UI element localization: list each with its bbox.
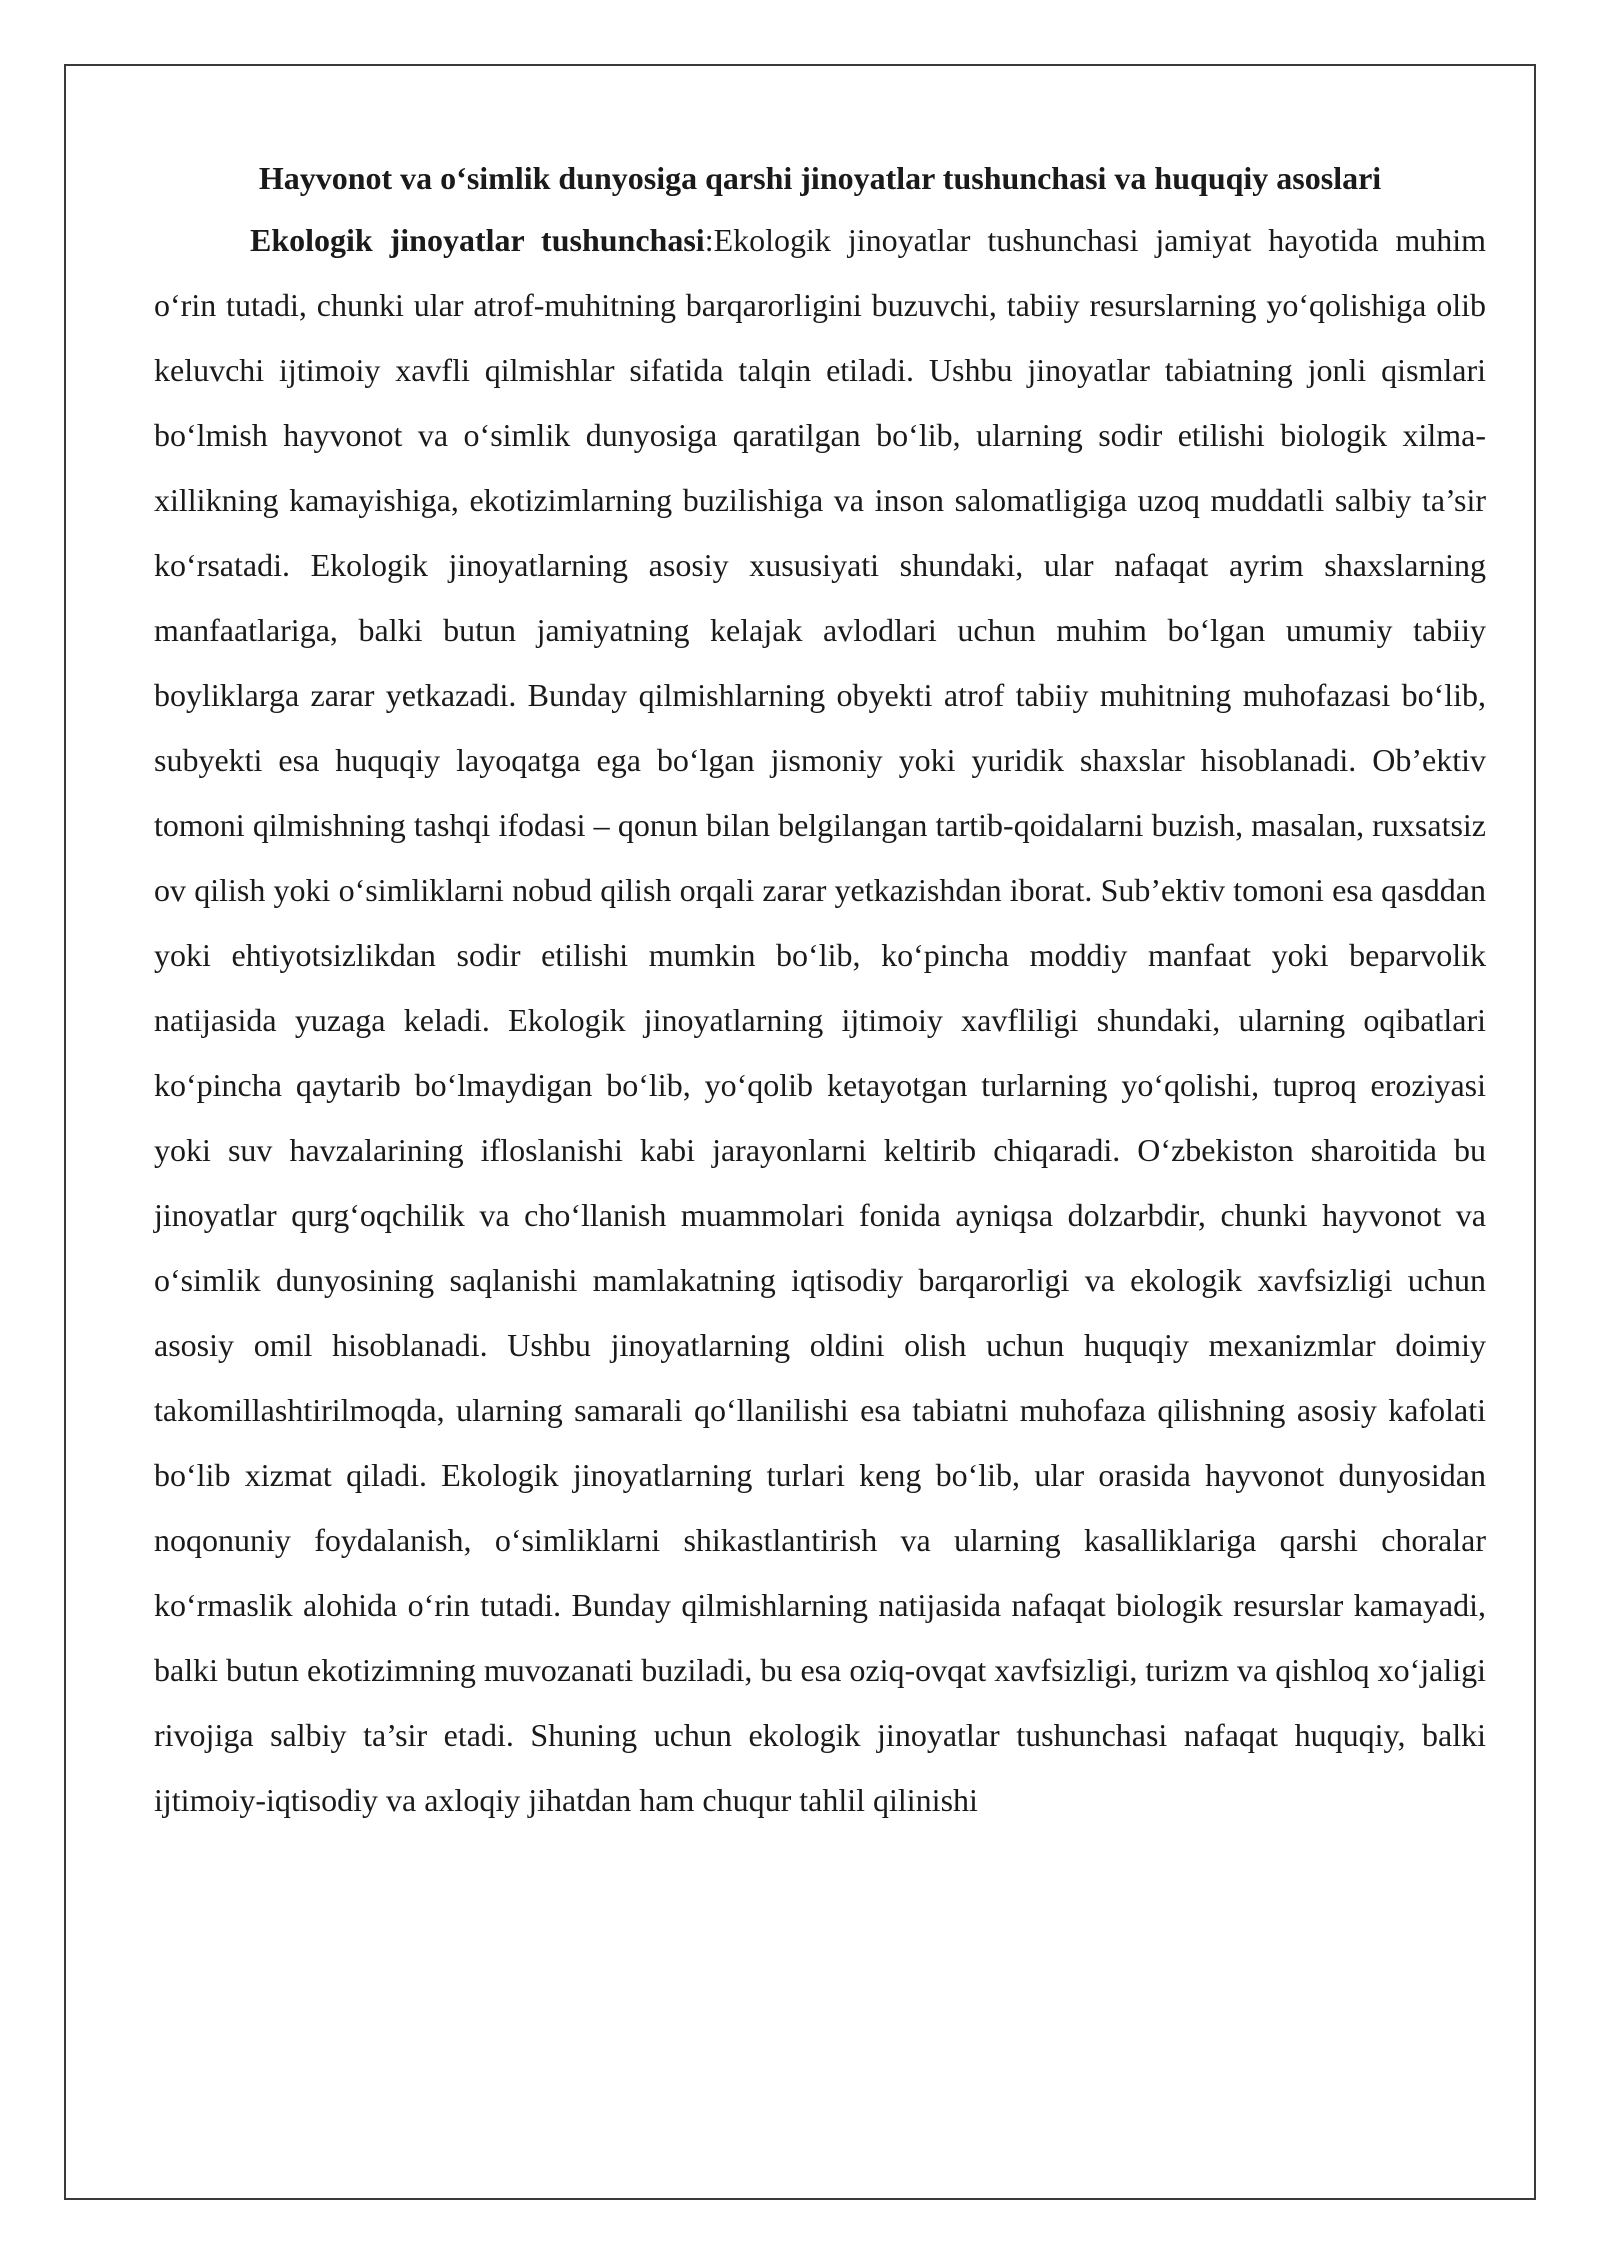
paragraph-text: :Ekologik jinoyatlar tushunchasi jamiyat hayotida muhim o‘rin tutadi, chunki ular atrof-muhitning barqarorligini buzuvchi, tabiiy resurslarning yo‘qolishiga olib keluvchi ijtimoiy xavfli qilmishlar sifatida talqin etiladi. Ushbu jinoyatlar tabiatning jonli qismlari bo‘lmish hayvonot va o‘simlik dunyosiga qaratilgan bo‘lib, ularning sodir etilishi biologik xilma-xillikning kamayishiga, ekotizimlarning buzilishiga va inson salomatligiga uzoq muddatli salbiy ta’sir ko‘rsatadi. Ekologik jinoyatlarning asosiy xususiyati shundaki, ular nafaqat ayrim shaxslarning manfaatlariga, balki butun jamiyatning kelajak avlodlari uchun muhim bo‘lgan umumiy tabiiy boyliklarga zarar yetkazadi. Bunday qilmishlarning obyekti atrof tabiiy muhitning muhofazasi bo‘lib, subyekti esa huquqiy layoqatga ega bo‘lgan jismoniy yoki yuridik shaxslar hisoblanadi. Ob’ektiv tomoni qilmishning tashqi ifodasi – qonun bilan belgilangan tartib-qoidalarni buzish, masalan, ruxsatsiz ov qilish yoki o‘simliklarni nobud qilish orqali zarar yetkazishdan iborat. Sub’ektiv tomoni esa qasddan yoki ehtiyotsizlikdan sodir etilishi mumkin bo‘lib, ko‘pincha moddiy manfaat yoki beparvolik natijasida yuzaga keladi. Ekologik jinoyatlarning ijtimoiy xavfliligi shundaki, ularning oqibatlari ko‘pincha qaytarib bo‘lmaydigan bo‘lib, yo‘qolib ketayotgan turlarning yo‘qolishi, tuproq eroziyasi yoki suv havzalarining ifloslanishi kabi jarayonlarni keltirib chiqaradi. O‘zbekiston sharoitida bu jinoyatlar qurg‘oqchilik va cho‘llanish muammolari fonida ayniqsa dolzarbdir, chunki hayvonot va o‘simlik dunyosining saqlanishi mamlakatning iqtisodiy barqarorligi va ekologik xavfsizligi uchun asosiy omil hisoblanadi. Ushbu jinoyatlarning oldini olish uchun huquqiy mexanizmlar doimiy takomillashtirilmoqda, ularning samarali qo‘llanilishi esa tabiatni muhofaza qilishning asosiy kafolati bo‘lib xizmat qiladi. Ekologik jinoyatlarning turlari keng bo‘lib, ular orasida hayvonot dunyosidan noqonuniy foydalanish, o‘simliklarni shikastlantirish va ularning kasalliklariga qarshi choralar ko‘rmaslik alohida o‘rin tutadi. Bunday qilmishlarning natijasida nafaqat biologik resurslar kamayadi, balki butun ekotizimning muvozanati buziladi, bu esa oziq-ovqat xavfsizligi, turizm va qishloq xo‘jaligi rivojiga salbiy ta’sir etadi. Shuning uchun ekologik jinoyatlar tushunchasi nafaqat huquqiy, balki ijtimoiy-iqtisodiy va axloqiy jihatdan ham chuqur tahlil qilinishi bbox=[154, 222, 1487, 1818]
document-title: Hayvonot va o‘simlik dunyosiga qarshi jinoyatlar tushunchasi va huquqiy asoslari bbox=[258, 160, 1382, 196]
body-paragraph bbox=[154, 208, 1486, 1833]
paragraph-lead-in: Ekologik jinoyatlar tushunchasi bbox=[250, 222, 705, 258]
document-body bbox=[154, 148, 1486, 1833]
